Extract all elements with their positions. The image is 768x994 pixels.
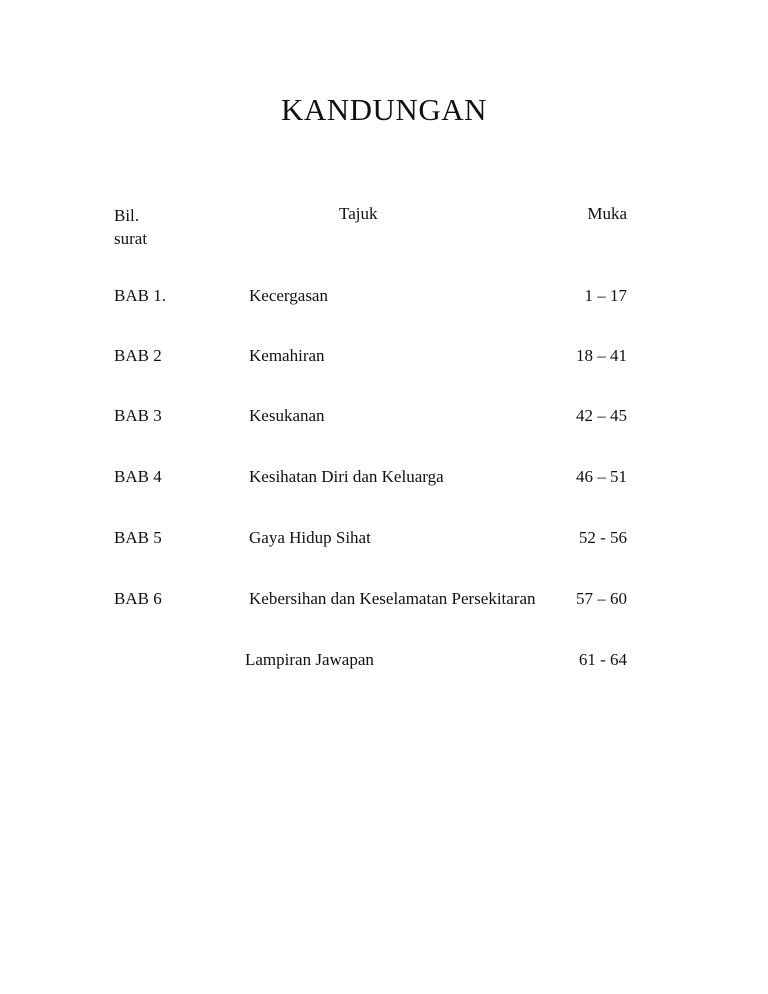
column-header-bil-surat xyxy=(114,204,194,250)
toc-row xyxy=(0,589,768,613)
toc-title: Gaya Hidup Sihat xyxy=(249,528,371,547)
toc-chapter: BAB 1. xyxy=(114,286,166,305)
toc-row xyxy=(0,286,768,310)
toc-title: Kesukanan xyxy=(249,406,325,425)
toc-pages: 42 – 45 xyxy=(576,406,627,425)
toc-row xyxy=(0,346,768,370)
toc-title: Lampiran Jawapan xyxy=(245,650,374,669)
toc-chapter: BAB 5 xyxy=(114,528,162,547)
toc-title: Kecergasan xyxy=(249,286,328,305)
toc-pages: 57 – 60 xyxy=(576,589,627,608)
toc-pages: 46 – 51 xyxy=(576,467,627,486)
column-header-muka: Muka xyxy=(587,204,627,223)
toc-chapter: BAB 6 xyxy=(114,589,162,608)
toc-title: Kemahiran xyxy=(249,346,325,365)
toc-title: Kebersihan dan Keselamatan Persekitaran xyxy=(249,589,536,608)
toc-chapter: BAB 4 xyxy=(114,467,162,486)
column-header-surat: surat xyxy=(114,229,148,248)
toc-pages: 61 - 64 xyxy=(578,650,627,669)
toc-chapter: BAB 3 xyxy=(114,406,162,425)
toc-chapter: BAB 2 xyxy=(114,346,162,365)
toc-title: Kesihatan Diri dan Keluarga xyxy=(249,467,444,486)
toc-row xyxy=(0,528,768,552)
column-header-bil: Bil. xyxy=(114,206,140,225)
toc-row xyxy=(0,467,768,491)
toc-pages: 1 – 17 xyxy=(584,286,627,305)
toc-row-appendix xyxy=(0,650,768,674)
toc-pages: 18 – 41 xyxy=(576,346,627,365)
toc-row xyxy=(0,406,768,430)
page-title: KANDUNGAN xyxy=(281,92,487,127)
column-header-tajuk: Tajuk xyxy=(339,204,378,223)
toc-pages: 52 - 56 xyxy=(578,528,627,547)
